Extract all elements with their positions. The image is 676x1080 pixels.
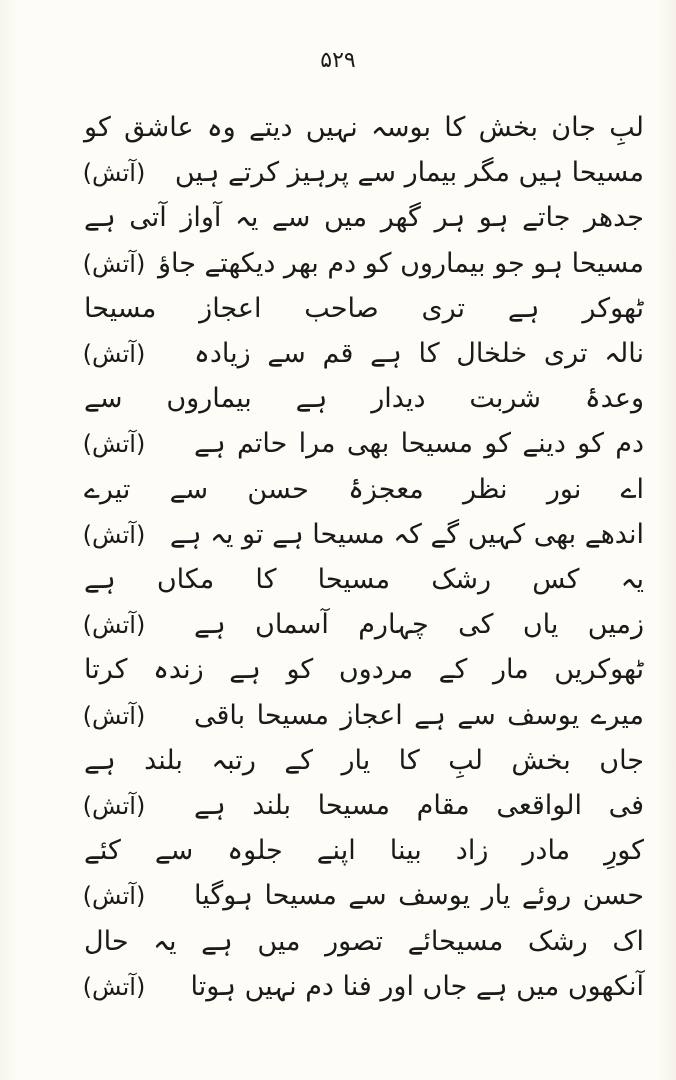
verse-line: جدھر جاتے ہو ہر گھر میں سے یہ آواز آتی ہے bbox=[84, 202, 644, 234]
verse-line: یہ کس رشک مسیحا کا مکاں ہے bbox=[84, 564, 644, 595]
poet-attribution: (آتش) bbox=[82, 249, 146, 278]
verse-line: آنکھوں میں ہے جاں اور فنا دم نہیں ہوتا bbox=[190, 970, 644, 1002]
poet-attribution: (آتش) bbox=[82, 159, 146, 188]
verse-line: دم کو دینے کو مسیحا بھی مرا حاتم ہے bbox=[194, 428, 644, 460]
poet-attribution: (آتش) bbox=[82, 792, 146, 820]
poet-attribution: (آتش) bbox=[82, 701, 146, 730]
verse-line: جاں بخش لبِ کا یار کے رتبہ بلند ہے bbox=[84, 744, 644, 776]
poet-attribution: (آتش) bbox=[82, 611, 146, 640]
verse-line: لبِ جان بخش کا بوسہ نہیں دیتے وہ عاشق کو bbox=[84, 112, 644, 143]
verse-line: وعدۂ شربت دیدار ہے بیماروں سے bbox=[84, 383, 644, 415]
verse-line: اے نور نظر معجزۂ حسن سے تیرے bbox=[84, 473, 644, 505]
poet-attribution: (آتش) bbox=[82, 340, 146, 368]
verse-line: نالہ تری خلخال کا ہے قم سے زیادہ bbox=[194, 338, 644, 369]
verse-line: اندھے بھی کہیں گے کہ مسیحا ہے تو یہ ہے bbox=[169, 518, 644, 550]
poet-attribution: (آتش) bbox=[82, 520, 146, 549]
verse-line: ٹھوکریں مار کے مردوں کو ہے زندہ کرتا bbox=[84, 654, 644, 686]
verse-line: ٹھوکر ہے تری صاحب اعجاز مسیحا bbox=[84, 292, 644, 324]
verse-line: اک رشک مسیحائے تصور میں ہے یہ حال bbox=[84, 925, 644, 957]
verse-line: مسیحا ہیں مگر بیمار سے پرہیز کرتے ہیں bbox=[174, 157, 644, 189]
verse-line: کورِ مادر زاد بینا اپنے جلوہ سے کئے bbox=[84, 835, 644, 867]
poet-attribution: (آتش) bbox=[82, 972, 146, 1001]
verse-line: حسن روئے یار یوسف سے مسیحا ہوگیا bbox=[194, 880, 644, 912]
verse-line: فی الواقعی مقام مسیحا بلند ہے bbox=[194, 790, 644, 821]
poet-attribution: (آتش) bbox=[82, 882, 146, 911]
poet-attribution: (آتش) bbox=[82, 430, 146, 459]
verse-line: زمیں یاں کی چہارم آسماں ہے bbox=[194, 609, 644, 641]
verse-line: میرے یوسف سے ہے اعجاز مسیحا باقی bbox=[194, 699, 644, 731]
verse-line: مسیحا ہو جو بیماروں کو دم بھر دیکھتے جاؤ bbox=[157, 247, 644, 279]
page-number: ۵۲۹ bbox=[320, 48, 356, 73]
